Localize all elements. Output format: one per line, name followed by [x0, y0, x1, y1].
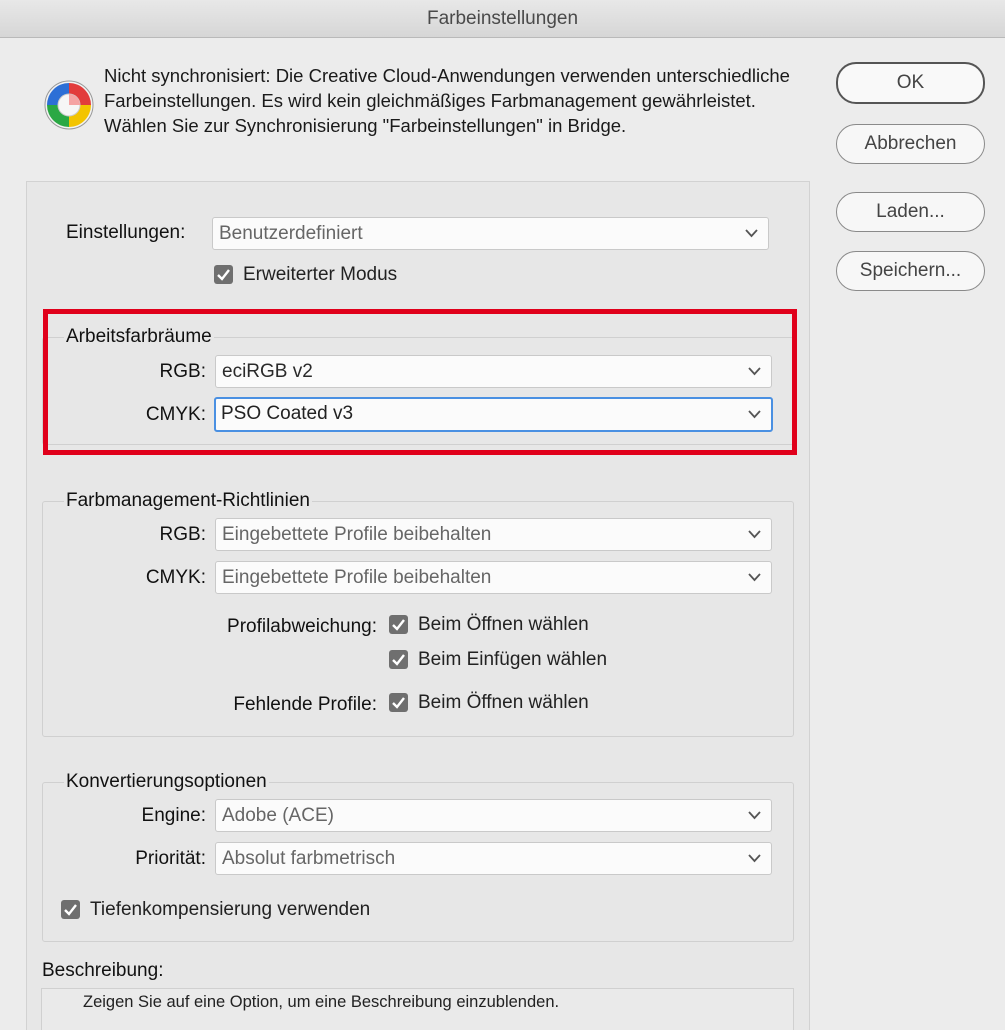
working-rgb-label: RGB:	[159, 361, 206, 382]
mismatch-open-checkbox[interactable]	[389, 615, 408, 634]
load-button[interactable]: Laden...	[836, 192, 985, 232]
missing-open-checkbox[interactable]	[389, 693, 408, 712]
intent-label: Priorität:	[135, 848, 206, 869]
working-spaces-highlight	[43, 309, 797, 455]
checkmark-icon	[391, 653, 406, 666]
working-cmyk-value: PSO Coated v3	[221, 403, 354, 424]
chevron-down-icon	[748, 853, 761, 863]
chevron-down-icon	[748, 810, 761, 820]
ok-button[interactable]: OK	[836, 62, 985, 104]
mismatch-open-label: Beim Öffnen wählen	[418, 614, 589, 635]
bpc-label: Tiefenkompensierung verwenden	[90, 899, 371, 920]
engine-dropdown[interactable]	[215, 799, 772, 832]
policy-rgb-value: Eingebettete Profile beibehalten	[222, 524, 492, 545]
chevron-down-icon	[745, 228, 758, 238]
working-cmyk-label: CMYK:	[145, 404, 206, 425]
missing-profiles-label: Fehlende Profile:	[233, 694, 377, 715]
sync-warning-message: Nicht synchronisiert: Die Creative Cloud-Anwendungen verwenden unterschiedliche Farbeinstellungen. Es wird kein gleichmäßiges Farbmanagement gewährleistet. Wählen Sie zur Synchronisierung "Farbeinstellungen" in Bridge.	[104, 65, 790, 136]
mismatch-paste-label: Beim Einfügen wählen	[418, 649, 608, 670]
chevron-down-icon	[748, 572, 761, 582]
working-spaces-title: Arbeitsfarbräume	[66, 326, 212, 347]
policy-cmyk-label: CMYK:	[145, 567, 206, 588]
policy-rgb-label: RGB:	[159, 524, 206, 545]
color-sync-icon	[42, 78, 96, 132]
save-button[interactable]: Speichern...	[836, 251, 985, 291]
engine-label: Engine:	[141, 805, 206, 826]
working-rgb-value: eciRGB v2	[222, 361, 313, 382]
advanced-mode-label: Erweiterter Modus	[243, 264, 398, 285]
policy-cmyk-value: Eingebettete Profile beibehalten	[222, 567, 492, 588]
settings-dropdown[interactable]	[212, 217, 769, 250]
mismatch-paste-checkbox[interactable]	[389, 650, 408, 669]
conversion-title: Konvertierungsoptionen	[66, 771, 267, 792]
profile-mismatch-label: Profilabweichung:	[227, 616, 377, 637]
checkmark-icon	[216, 268, 231, 281]
intent-value: Absolut farbmetrisch	[222, 848, 396, 869]
checkmark-icon	[391, 696, 406, 709]
cancel-button[interactable]: Abbrechen	[836, 124, 985, 164]
policies-title: Farbmanagement-Richtlinien	[66, 490, 310, 511]
engine-value: Adobe (ACE)	[222, 805, 334, 826]
description-title: Beschreibung:	[42, 960, 164, 981]
checkmark-icon	[391, 618, 406, 631]
advanced-mode-checkbox[interactable]	[214, 265, 233, 284]
missing-open-label: Beim Öffnen wählen	[418, 692, 589, 713]
checkmark-icon	[63, 903, 78, 916]
policy-rgb-dropdown[interactable]	[215, 518, 772, 551]
intent-dropdown[interactable]	[215, 842, 772, 875]
bpc-checkbox[interactable]	[61, 900, 80, 919]
chevron-down-icon	[748, 529, 761, 539]
window-title: Farbeinstellungen	[0, 0, 1005, 38]
settings-label: Einstellungen:	[66, 222, 186, 243]
policy-cmyk-dropdown[interactable]	[215, 561, 772, 594]
description-text: Zeigen Sie auf eine Option, um eine Beschreibung einzublenden.	[83, 993, 560, 1011]
settings-dropdown-value: Benutzerdefiniert	[219, 223, 363, 244]
